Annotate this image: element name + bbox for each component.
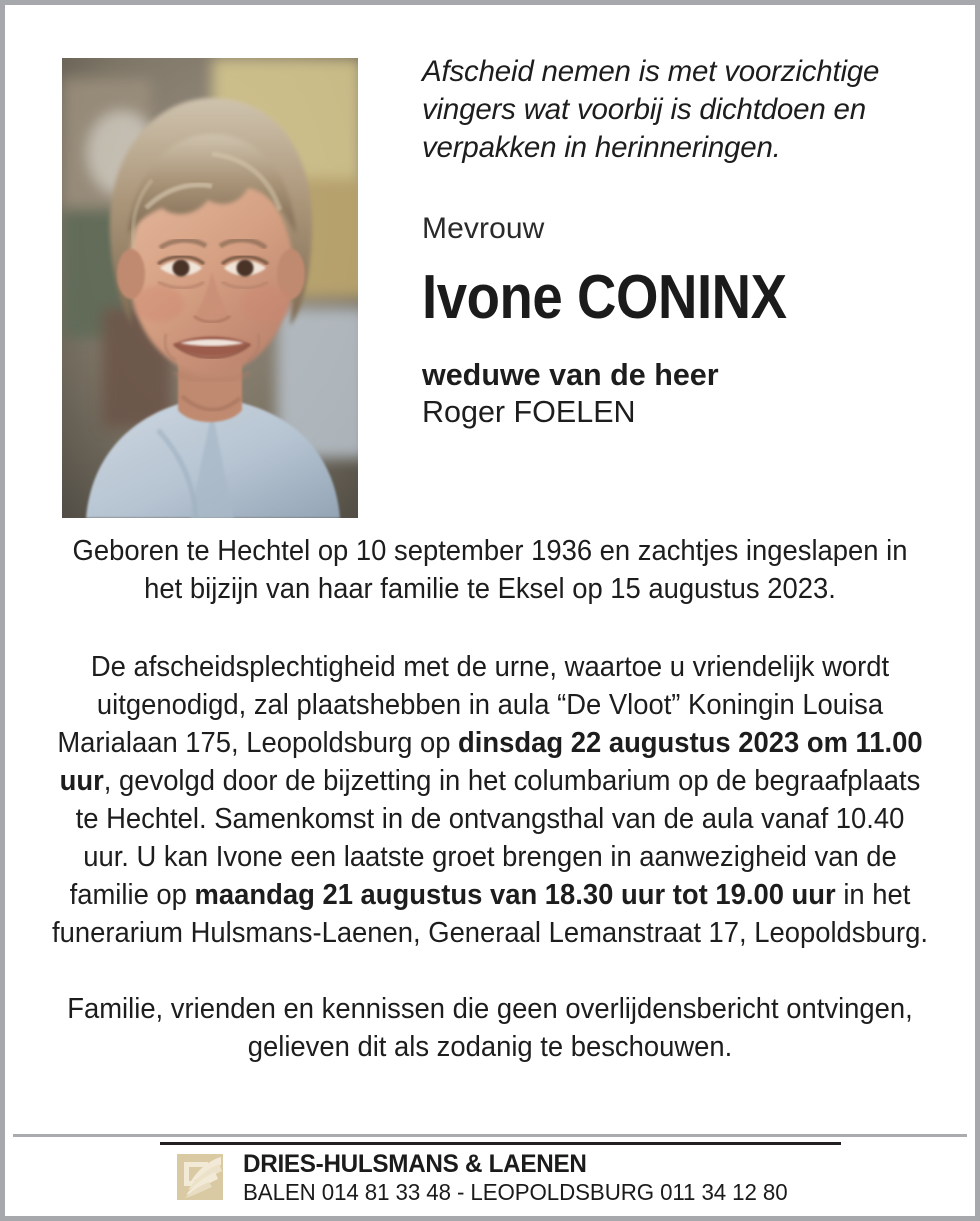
funeral-home-contact: BALEN 014 81 33 48 - LEOPOLDSBURG 011 34 12 80 [243,1179,788,1206]
memorial-quote: Afscheid nemen is met voorzichtige vingers wat voorbij is dichtdoen en verpakken in herinneringen. [422,55,880,164]
deceased-name: Ivone CONINX [422,263,787,333]
ceremony-text-1: De afscheidsplechtigheid met de urne, waartoe u vriendelijk wordt uitgenodigd, zal plaatshebben in aula “De Vloot” Koningin Louisa Marialaan 175, Leopoldsburg op [57,650,890,759]
divider-grey [13,1134,967,1137]
funeral-home-name: DRIES-HULSMANS & LAENEN [243,1150,587,1178]
relation-line [422,357,942,431]
header-section [5,5,975,520]
birth-death-paragraph: Geboren te Hechtel op 10 september 1936 en zachtjes ingeslapen in het bijzijn van haar familie te Eksel op 15 augustus 2023. [72,535,908,605]
ceremony-date-1: dinsdag 22 augustus 2023 om 11.00 uur [59,726,923,797]
ceremony-text-3: in het funerarium Hulsmans-Laenen, Generaal Lemanstraat 17, Leopoldsburg. [52,878,928,949]
divider-dark [160,1142,841,1145]
closing-paragraph: Familie, vrienden en kennissen die geen overlijdensbericht ontvingen, gelieven dit als zodanig te beschouwen. [67,992,913,1063]
footer-section [5,1151,975,1204]
spouse-name: Roger FOELEN [422,395,636,430]
portrait-photo [62,58,358,518]
funeral-home-logo-icon [175,1152,229,1204]
salutation: Mevrouw [422,212,545,246]
name-block [422,53,942,432]
body-section [5,527,975,1067]
ceremony-paragraph [51,609,930,953]
ceremony-text-2: , gevolgd door de bijzetting in het columbarium op de begraafplaats te Hechtel. Samenkomst in de ontvangsthal van de aula vanaf 10.40 uur. U kan Ivone een laatste groet brengen in aanwezigheid van de familie op [69,764,921,911]
relation-label: weduwe van de heer [422,358,719,393]
ceremony-date-2: maandag 21 augustus van 18.30 uur tot 19.00 uur [194,878,836,911]
